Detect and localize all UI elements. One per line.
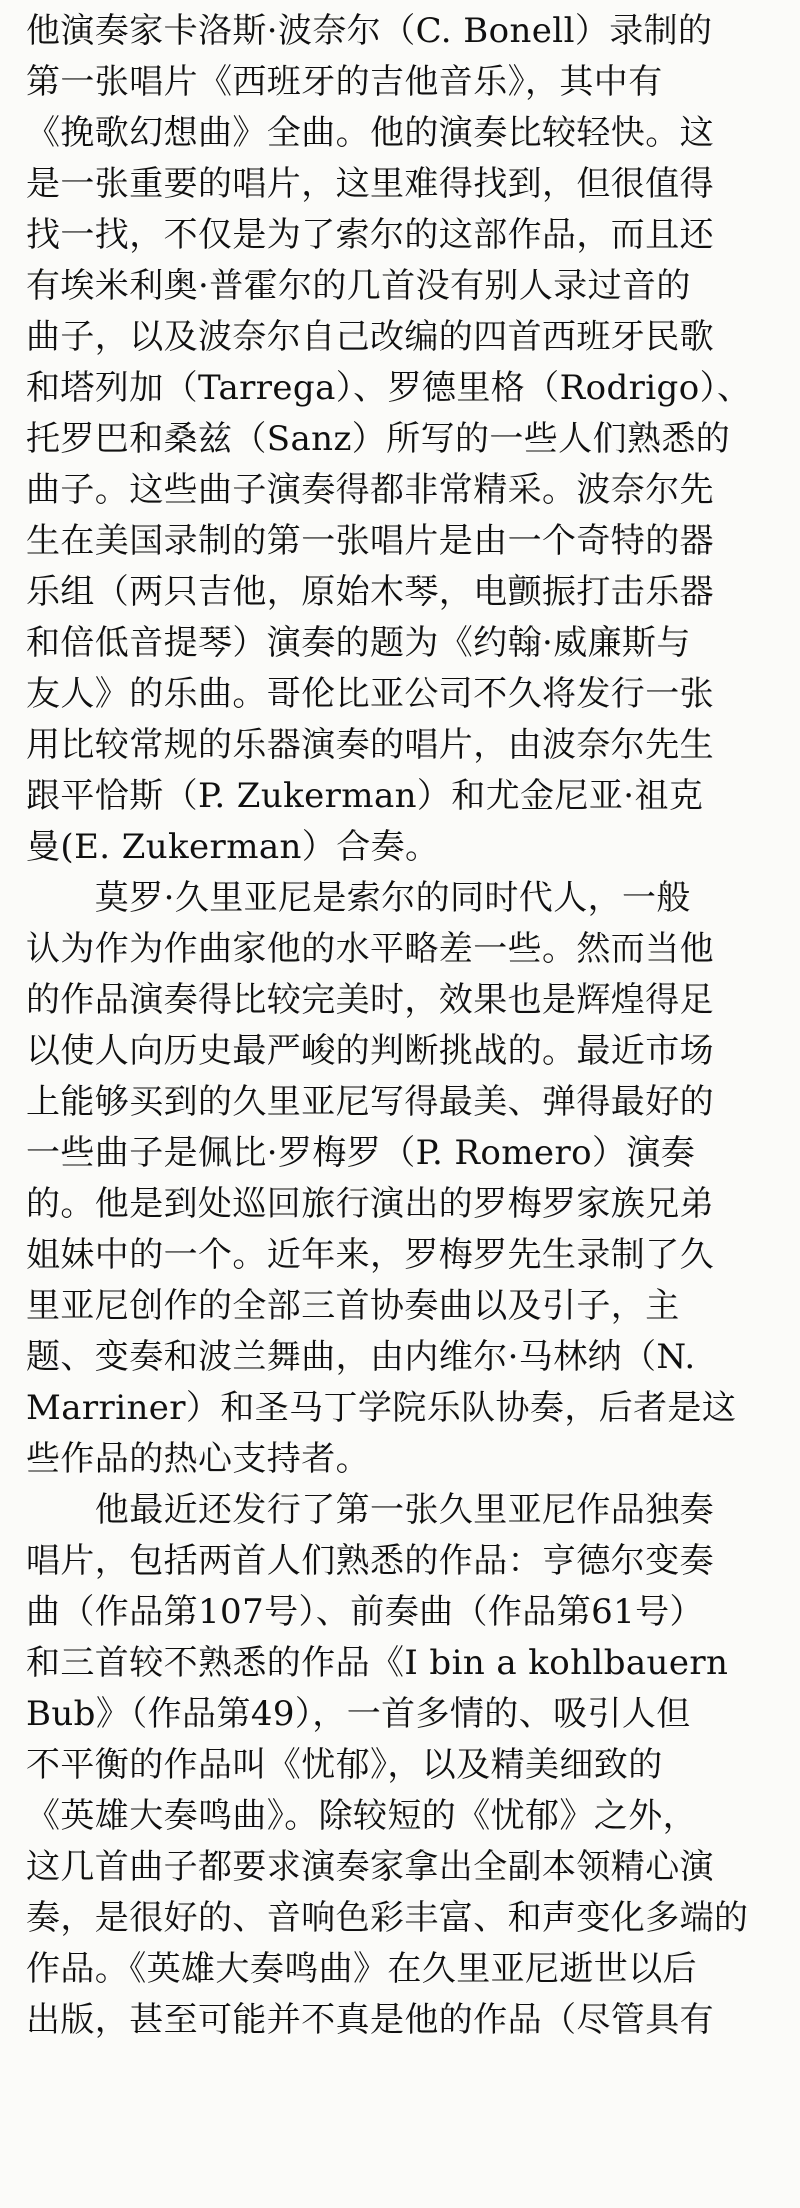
text-line: 的。他是到处巡回旅行演出的罗梅罗家族兄弟 xyxy=(26,1184,714,1224)
text-line: 一些曲子是佩比·罗梅罗（P. Romero）演奏 xyxy=(26,1133,696,1173)
text-line: 托罗巴和桑兹（Sanz）所写的一些人们熟悉的 xyxy=(26,419,731,459)
text-line: 和倍低音提琴）演奏的题为《约翰·威廉斯与 xyxy=(26,623,691,663)
text-line: 用比较常规的乐器演奏的唱片，由波奈尔先生 xyxy=(26,725,714,765)
text-line: 里亚尼创作的全部三首协奏曲以及引子，主 xyxy=(26,1286,680,1326)
text-line: 曲子，以及波奈尔自己改编的四首西班牙民歌 xyxy=(26,317,714,357)
text-line: Marriner）和圣马丁学院乐队协奏，后者是这 xyxy=(26,1388,737,1428)
text-line: 以使人向历史最严峻的判断挑战的。最近市场 xyxy=(26,1031,714,1071)
text-line: 曼(E. Zukerman）合奏。 xyxy=(26,827,440,867)
text-line: 生在美国录制的第一张唱片是由一个奇特的器 xyxy=(26,521,714,561)
text-line: 和三首较不熟悉的作品《I bin a kohlbauern xyxy=(26,1643,729,1683)
text-line: 乐组（两只吉他，原始木琴，电颤振打击乐器 xyxy=(26,572,714,612)
text-line: 上能够买到的久里亚尼写得最美、弹得最好的 xyxy=(26,1082,714,1122)
text-line: 友人》的乐曲。哥伦比亚公司不久将发行一张 xyxy=(26,674,714,714)
text-line: 题、变奏和波兰舞曲，由内维尔·马林纳（N. xyxy=(26,1337,696,1377)
text-line: 的作品演奏得比较完美时，效果也是辉煌得足 xyxy=(26,980,714,1020)
text-line: 曲（作品第107号）、前奏曲（作品第61号） xyxy=(26,1592,704,1632)
text-line: 他最近还发行了第一张久里亚尼作品独奏 xyxy=(26,1490,714,1530)
text-line: 有埃米利奥·普霍尔的几首没有别人录过音的 xyxy=(26,266,691,306)
text-line: 和塔列加（Tarrega）、罗德里格（Rodrigo）、 xyxy=(26,368,752,408)
text-line: Bub》（作品第49），一首多情的、吸引人但 xyxy=(26,1694,691,1734)
text-line: 跟平恰斯（P. Zukerman）和尤金尼亚·祖克 xyxy=(26,776,704,816)
text-line: 是一张重要的唱片，这里难得找到，但很值得 xyxy=(26,164,714,204)
text-line: 他演奏家卡洛斯·波奈尔（C. Bonell）录制的 xyxy=(26,11,713,51)
text-line: 《挽歌幻想曲》全曲。他的演奏比较轻快。这 xyxy=(26,113,714,153)
text-line: 莫罗·久里亚尼是索尔的同时代人，一般 xyxy=(26,878,691,918)
text-line: 这几首曲子都要求演奏家拿出全副本领精心演 xyxy=(26,1847,714,1887)
text-line: 奏，是很好的、音响色彩丰富、和声变化多端的 xyxy=(26,1898,749,1938)
body-text xyxy=(26,6,774,2046)
text-line: 认为作为作曲家他的水平略差一些。然而当他 xyxy=(26,929,714,969)
text-line: 作品。《英雄大奏鸣曲》在久里亚尼逝世以后 xyxy=(26,1949,697,1989)
text-line: 唱片，包括两首人们熟悉的作品：亨德尔变奏 xyxy=(26,1541,714,1581)
text-line: 不平衡的作品叫《忧郁》，以及精美细致的 xyxy=(26,1745,663,1785)
text-line: 些作品的热心支持者。 xyxy=(26,1439,370,1479)
text-line: 出版，甚至可能并不真是他的作品（尽管具有 xyxy=(26,2000,714,2040)
text-line: 找一找，不仅是为了索尔的这部作品，而且还 xyxy=(26,215,714,255)
text-line: 曲子。这些曲子演奏得都非常精采。波奈尔先 xyxy=(26,470,714,510)
text-line: 姐妹中的一个。近年来，罗梅罗先生录制了久 xyxy=(26,1235,714,1275)
text-line: 《英雄大奏鸣曲》。除较短的《忧郁》之外， xyxy=(26,1796,697,1836)
text-line: 第一张唱片《西班牙的吉他音乐》，其中有 xyxy=(26,62,663,102)
